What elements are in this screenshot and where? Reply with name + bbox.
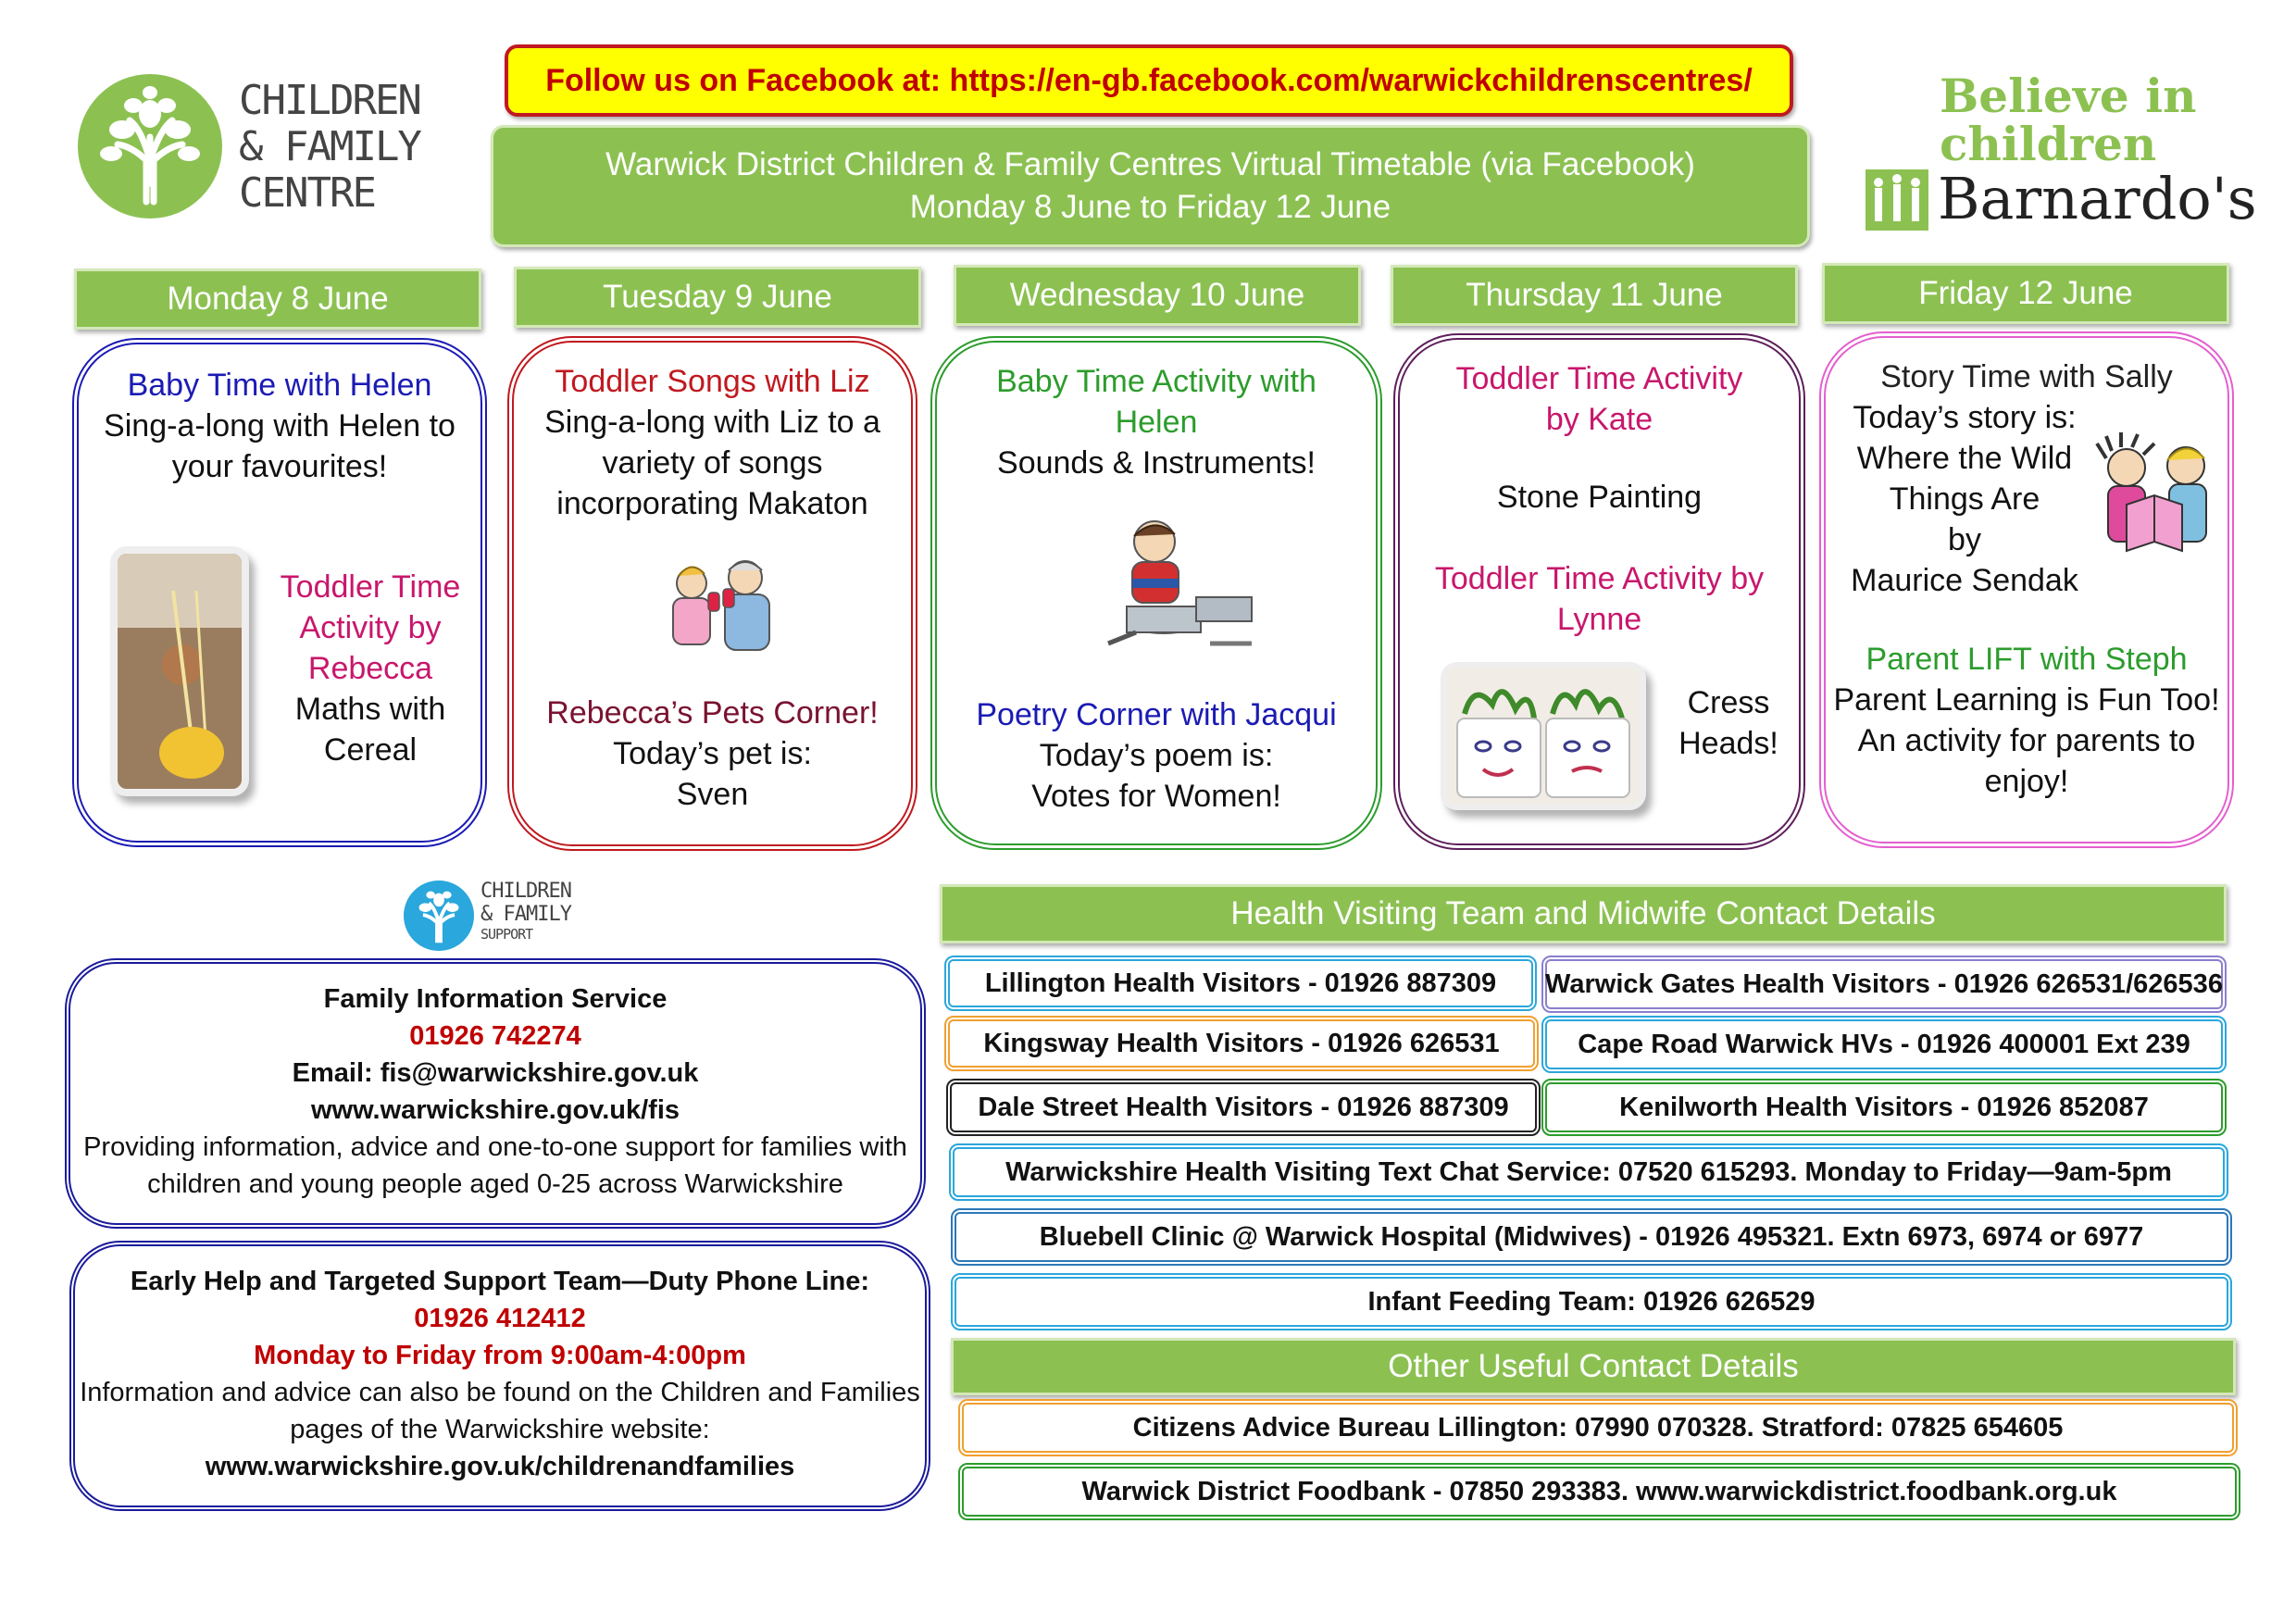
contact-text-chat[interactable]	[949, 1143, 2228, 1201]
tuesday-pets-desc-2: Sven	[676, 777, 749, 812]
friday-lift-desc-2: An activity for parents to	[1857, 723, 2196, 758]
tuesday-pets-desc-1: Today’s pet is:	[613, 736, 812, 771]
cfs-logo-line2: & FAMILY	[480, 903, 571, 926]
early-help-hours: Monday to Friday from 9:00am-4:00pm	[254, 1341, 746, 1370]
thursday-lynne-title-2: Lynne	[1556, 602, 1642, 637]
wednesday-activity-title-2: Helen	[1115, 405, 1198, 440]
cfc-logo-line3: CENTRE	[239, 169, 375, 217]
contact-cape-road-text: Cape Road Warwick HVs - 01926 400001 Ext 239	[1578, 1029, 2190, 1059]
fis-desc-2: children and young people aged 0-25 across Warwickshire	[147, 1169, 843, 1199]
wednesday-poetry-title: Poetry Corner with Jacqui	[976, 697, 1337, 732]
cfc-logo-line1: CHILDREN	[239, 77, 420, 124]
day-heading-thursday-label: Thursday 11 June	[1466, 277, 1723, 313]
fis-phone[interactable]: 01926 742274	[409, 1021, 581, 1051]
thursday-activity-desc: Stone Painting	[1496, 480, 1703, 515]
tuesday-activity-title: Toddler Songs with Liz	[555, 364, 870, 399]
contact-bluebell-clinic[interactable]	[951, 1208, 2232, 1266]
wednesday-activity-title-1: Baby Time Activity with	[996, 364, 1316, 399]
contact-dale-street-text: Dale Street Health Visitors - 01926 887309	[978, 1092, 1509, 1122]
contact-kingsway-text: Kingsway Health Visitors - 01926 626531	[983, 1028, 1500, 1058]
cereal-maths-photo	[110, 546, 249, 796]
wednesday-poetry-desc-2: Votes for Women!	[1031, 779, 1281, 814]
contact-dale-street[interactable]	[946, 1079, 1541, 1136]
health-heading	[940, 884, 2227, 943]
timetable-title: Warwick District Children & Family Centres Virtual Timetable (via Facebook)	[605, 146, 1695, 182]
contact-citizens-advice-text: Citizens Advice Bureau Lillington: 07990 070328. Stratford: 07825 654605	[1132, 1412, 2064, 1443]
tuesday-activity-desc-2: variety of songs	[602, 445, 823, 481]
friday-lift-title: Parent LIFT with Steph	[1866, 642, 2188, 677]
thursday-lynne-title-1: Toddler Time Activity by	[1434, 561, 1765, 596]
contact-lillington-text: Lillington Health Visitors - 01926 887309	[984, 968, 1497, 998]
monday-toddler-desc-1: Maths with	[294, 692, 446, 727]
friday-activity-title: Story Time with Sally	[1880, 359, 2173, 394]
day-card-monday	[72, 338, 487, 847]
monday-toddler-title-1: Toddler Time	[280, 569, 461, 605]
cfs-logo	[403, 878, 569, 956]
day-heading-wednesday	[954, 265, 1361, 326]
tree-icon	[76, 72, 224, 220]
early-help-desc-2: pages of the Warwickshire website:	[290, 1415, 710, 1444]
tuesday-activity-desc-1: Sing-a-long with Liz to a	[544, 405, 880, 440]
contact-warwick-gates[interactable]	[1541, 956, 2227, 1013]
thursday-activity-title-1: Toddler Time Activity	[1455, 361, 1743, 396]
day-heading-monday	[74, 269, 481, 330]
monday-toddler-desc-2: Cereal	[323, 732, 418, 768]
monday-toddler-title-3: Rebecca	[307, 651, 433, 686]
contact-kenilworth[interactable]	[1541, 1079, 2227, 1136]
contact-citizens-advice[interactable]	[958, 1399, 2238, 1456]
thursday-activity-title-2: by Kate	[1545, 402, 1653, 437]
cress-heads-photo	[1441, 662, 1646, 810]
barnardos-tagline-2: children	[1940, 117, 2157, 171]
day-heading-tuesday	[514, 267, 921, 328]
contact-kingsway[interactable]	[944, 1016, 1539, 1071]
timetable-dates: Monday 8 June to Friday 12 June	[909, 189, 1391, 225]
thursday-cress-desc-2: Heads!	[1678, 726, 1778, 761]
monday-activity-desc-2: your favourites!	[171, 449, 388, 484]
children-reading-illustration	[2090, 431, 2224, 569]
contact-lillington[interactable]	[944, 956, 1537, 1011]
fis-title: Family Information Service	[323, 984, 668, 1014]
thursday-cress-desc-1: Cress	[1687, 685, 1770, 720]
contact-infant-feeding[interactable]	[951, 1273, 2232, 1330]
early-help-box	[69, 1241, 930, 1511]
day-heading-monday-label: Monday 8 June	[167, 281, 389, 317]
contact-warwick-gates-text: Warwick Gates Health Visitors - 01926 626531/626536	[1545, 968, 2223, 999]
cfc-logo-line2: & FAMILY	[239, 123, 420, 170]
tuesday-pets-title: Rebecca’s Pets Corner!	[546, 695, 879, 731]
barnardos-brand: Barnardo's	[1938, 165, 2257, 232]
blue-tree-icon	[403, 880, 475, 952]
day-heading-tuesday-label: Tuesday 9 June	[603, 279, 832, 315]
fis-website[interactable]: www.warwickshire.gov.uk/fis	[310, 1095, 680, 1125]
friday-story-desc-3: Things Are	[1889, 481, 2040, 517]
other-heading-label: Other Useful Contact Details	[1388, 1348, 1799, 1384]
day-card-wednesday	[930, 336, 1382, 850]
day-heading-friday-label: Friday 12 June	[1918, 275, 2133, 311]
tuesday-activity-desc-3: incorporating Makaton	[556, 486, 868, 521]
facebook-banner-text: Follow us on Facebook at: https://en-gb.facebook.com/warwickchildrenscentres/	[545, 62, 1753, 98]
family-information-service-box	[65, 958, 926, 1229]
timetable-header	[491, 125, 1810, 247]
contact-kenilworth-text: Kenilworth Health Visitors - 01926 852087	[1619, 1092, 2149, 1122]
cfs-logo-line1: CHILDREN	[480, 880, 571, 903]
wednesday-poetry-desc-1: Today’s poem is:	[1039, 738, 1274, 773]
contact-foodbank-text: Warwick District Foodbank - 07850 293383. www.warwickdistrict.foodbank.org.uk	[1081, 1476, 2117, 1506]
contact-foodbank[interactable]	[958, 1463, 2240, 1520]
cfs-logo-line3: SUPPORT	[480, 926, 533, 943]
wednesday-activity-desc: Sounds & Instruments!	[997, 445, 1316, 481]
monday-activity-desc-1: Sing-a-long with Helen to	[104, 408, 455, 443]
early-help-phone[interactable]: 01926 412412	[414, 1304, 586, 1333]
fis-email[interactable]: Email: fis@warwickshire.gov.uk	[292, 1058, 699, 1088]
monday-toddler-title-2: Activity by	[299, 610, 442, 645]
friday-story-desc-1: Today’s story is:	[1853, 400, 2077, 435]
barnardos-figures-icon	[1866, 169, 1928, 231]
cfc-logo	[76, 72, 420, 230]
day-card-tuesday	[507, 336, 917, 851]
contact-text-chat-text: Warwickshire Health Visiting Text Chat Service: 07520 615293. Monday to Friday—9am-5pm	[1005, 1156, 2172, 1187]
fis-desc-1: Providing information, advice and one-to-one support for families with	[83, 1132, 907, 1162]
friday-lift-desc-3: enjoy!	[1984, 764, 2069, 799]
contact-bluebell-clinic-text: Bluebell Clinic @ Warwick Hospital (Midwives) - 01926 495321. Extn 6973, 6974 or 6977	[1039, 1221, 2144, 1252]
day-heading-friday	[1822, 263, 2229, 324]
facebook-banner[interactable]	[505, 44, 1793, 117]
early-help-desc-1: Information and advice can also be found on the Children and Families	[80, 1378, 920, 1407]
contact-infant-feeding-text: Infant Feeding Team: 01926 626529	[1367, 1286, 1816, 1317]
barnardos-tagline-1: Believe in	[1940, 69, 2197, 123]
barnardos-logo	[1866, 69, 2257, 234]
other-heading	[951, 1338, 2236, 1395]
early-help-title: Early Help and Targeted Support Team—Duty Phone Line:	[130, 1267, 870, 1296]
health-heading-label: Health Visiting Team and Midwife Contact Details	[1230, 895, 1936, 931]
contact-cape-road[interactable]	[1541, 1016, 2227, 1073]
early-help-website[interactable]: www.warwickshire.gov.uk/childrenandfamilies	[205, 1452, 795, 1481]
baby-pots-illustration	[1099, 514, 1266, 653]
friday-lift-desc-1: Parent Learning is Fun Too!	[1833, 682, 2220, 718]
monday-activity-title: Baby Time with Helen	[127, 368, 432, 403]
day-card-thursday	[1393, 333, 1805, 850]
day-card-friday	[1819, 331, 2234, 848]
day-heading-wednesday-label: Wednesday 10 June	[1009, 277, 1305, 313]
friday-story-desc-4: by	[1948, 522, 1981, 557]
makaton-signing-illustration	[653, 546, 782, 657]
friday-story-desc-5: Maurice Sendak	[1851, 563, 2078, 598]
day-heading-thursday	[1391, 265, 1798, 326]
friday-story-desc-2: Where the Wild	[1856, 441, 2073, 476]
